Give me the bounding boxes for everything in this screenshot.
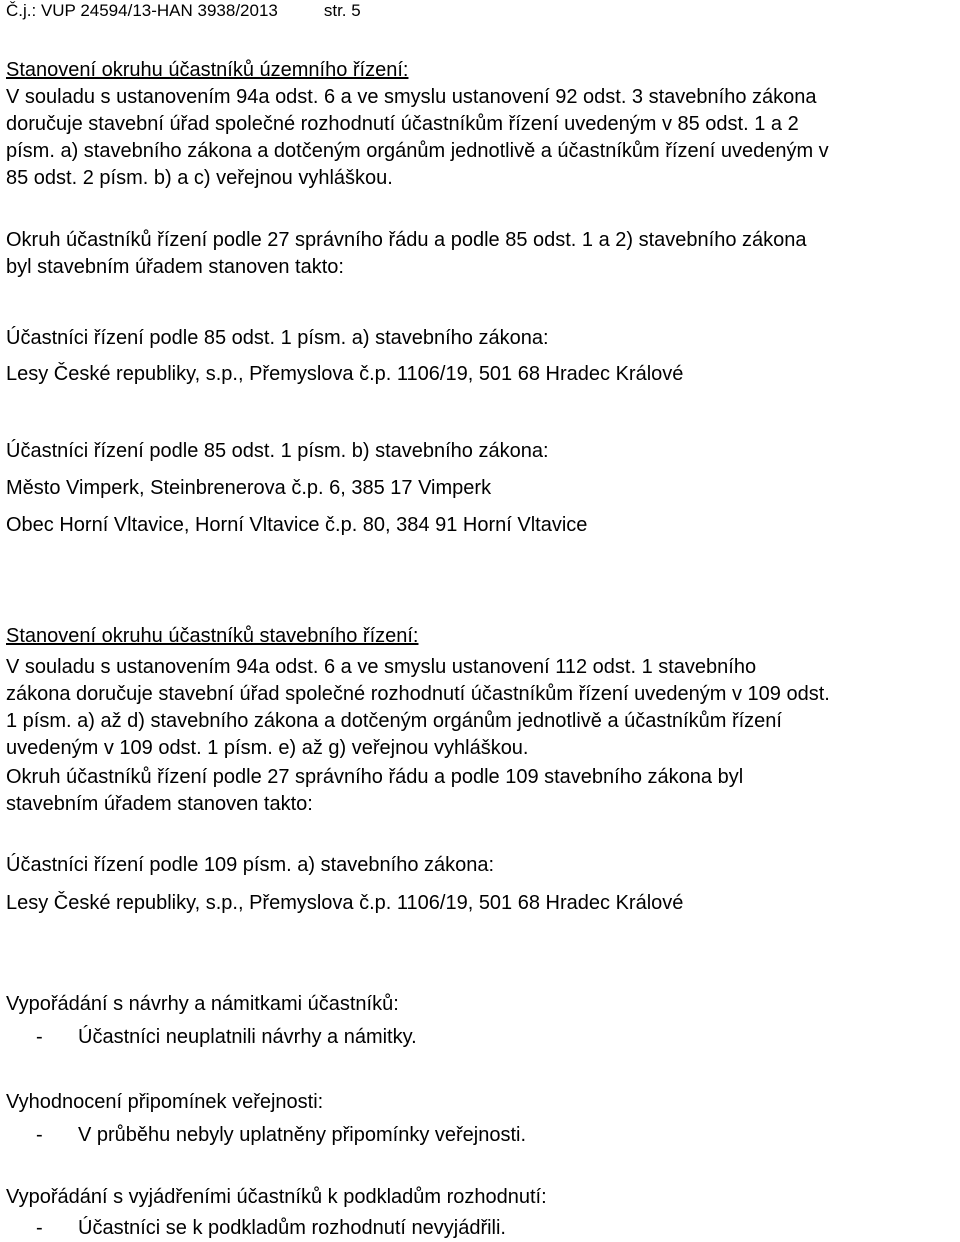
paragraph-line: V souladu s ustanovením 94a odst. 6 a ve smyslu ustanovení 112 odst. 1 stavebního: [6, 656, 757, 678]
group-a-title: Účastníci řízení podle 85 odst. 1 písm. a) stavebního zákona:: [6, 327, 549, 349]
paragraph-line: stavebním úřadem stanoven takto:: [6, 793, 313, 815]
item-text: Účastníci neuplatnili návrhy a námitky.: [78, 1026, 417, 1048]
paragraph-line: byl stavebním úřadem stanoven takto:: [6, 256, 344, 278]
building-group-title: Účastníci řízení podle 109 písm. a) stavebního zákona:: [6, 854, 495, 876]
building-paragraph: [6, 654, 958, 762]
objections-item: [6, 1024, 958, 1051]
paragraph-line: zákona doručuje stavební úřad společné rozhodnutí účastníkům řízení uvedeným v 109 odst.: [6, 683, 830, 705]
paragraph-line: Okruh účastníků řízení podle 27 správního řádu a podle 85 odst. 1 a 2) stavebního zákona: [6, 229, 807, 251]
paragraph-line: uvedeným v 109 odst. 1 písm. e) až g) veřejnou vyhláškou.: [6, 737, 529, 759]
participant-item: Lesy České republiky, s.p., Přemyslova č.p. 1106/19, 501 68 Hradec Králové: [6, 363, 684, 385]
group-b-title: Účastníci řízení podle 85 odst. 1 písm. b) stavebního zákona:: [6, 440, 549, 462]
participant-item: Lesy České republiky, s.p., Přemyslova č.p. 1106/19, 501 68 Hradec Králové: [6, 892, 684, 914]
zoning-participants-circle: [6, 227, 958, 281]
statements-item: [6, 1215, 958, 1242]
zoning-paragraph: [6, 84, 958, 192]
participant-item: Město Vimperk, Steinbrenerova č.p. 6, 385 17 Vimperk: [6, 477, 492, 499]
item-text: V průběhu nebyly uplatněny připomínky veřejnosti.: [78, 1124, 527, 1146]
public-comments-item: [6, 1122, 958, 1149]
item-text: Účastníci se k podkladům rozhodnutí nevyjádřili.: [78, 1217, 506, 1239]
paragraph-line: doručuje stavební úřad společné rozhodnutí účastníkům řízení uvedeným v 85 odst. 1 a 2: [6, 113, 799, 135]
dash-bullet: -: [36, 1217, 43, 1239]
section-heading-public-comments: Vyhodnocení připomínek veřejnosti:: [6, 1091, 324, 1113]
paragraph-line: písm. a) stavebního zákona a dotčeným orgánům jednotlivě a účastníkům řízení uvedeným v: [6, 140, 829, 162]
reference-number: Č.j.: VUP 24594/13-HAN 3938/2013: [6, 1, 278, 20]
section-heading-zoning: Stanovení okruhu účastníků územního řízení:: [6, 59, 409, 81]
section-heading-building: Stanovení okruhu účastníků stavebního řízení:: [6, 625, 419, 647]
section-heading-statements: Vypořádání s vyjádřeními účastníků k podkladům rozhodnutí:: [6, 1186, 547, 1208]
paragraph-line: Okruh účastníků řízení podle 27 správního řádu a podle 109 stavebního zákona byl: [6, 766, 744, 788]
building-participants-circle: [6, 764, 958, 818]
paragraph-line: 1 písm. a) až d) stavebního zákona a dotčeným orgánům jednotlivě a účastníkům řízení: [6, 710, 782, 732]
paragraph-line: 85 odst. 2 písm. b) a c) veřejnou vyhláškou.: [6, 167, 393, 189]
dash-bullet: -: [36, 1124, 43, 1146]
section-heading-objections: Vypořádání s návrhy a námitkami účastníků:: [6, 993, 399, 1015]
dash-bullet: -: [36, 1026, 43, 1048]
page-header: [6, 0, 958, 22]
participant-item: Obec Horní Vltavice, Horní Vltavice č.p. 80, 384 91 Horní Vltavice: [6, 514, 588, 536]
paragraph-line: V souladu s ustanovením 94a odst. 6 a ve smyslu ustanovení 92 odst. 3 stavebního zákona: [6, 86, 817, 108]
page-number: str. 5: [323, 1, 361, 20]
